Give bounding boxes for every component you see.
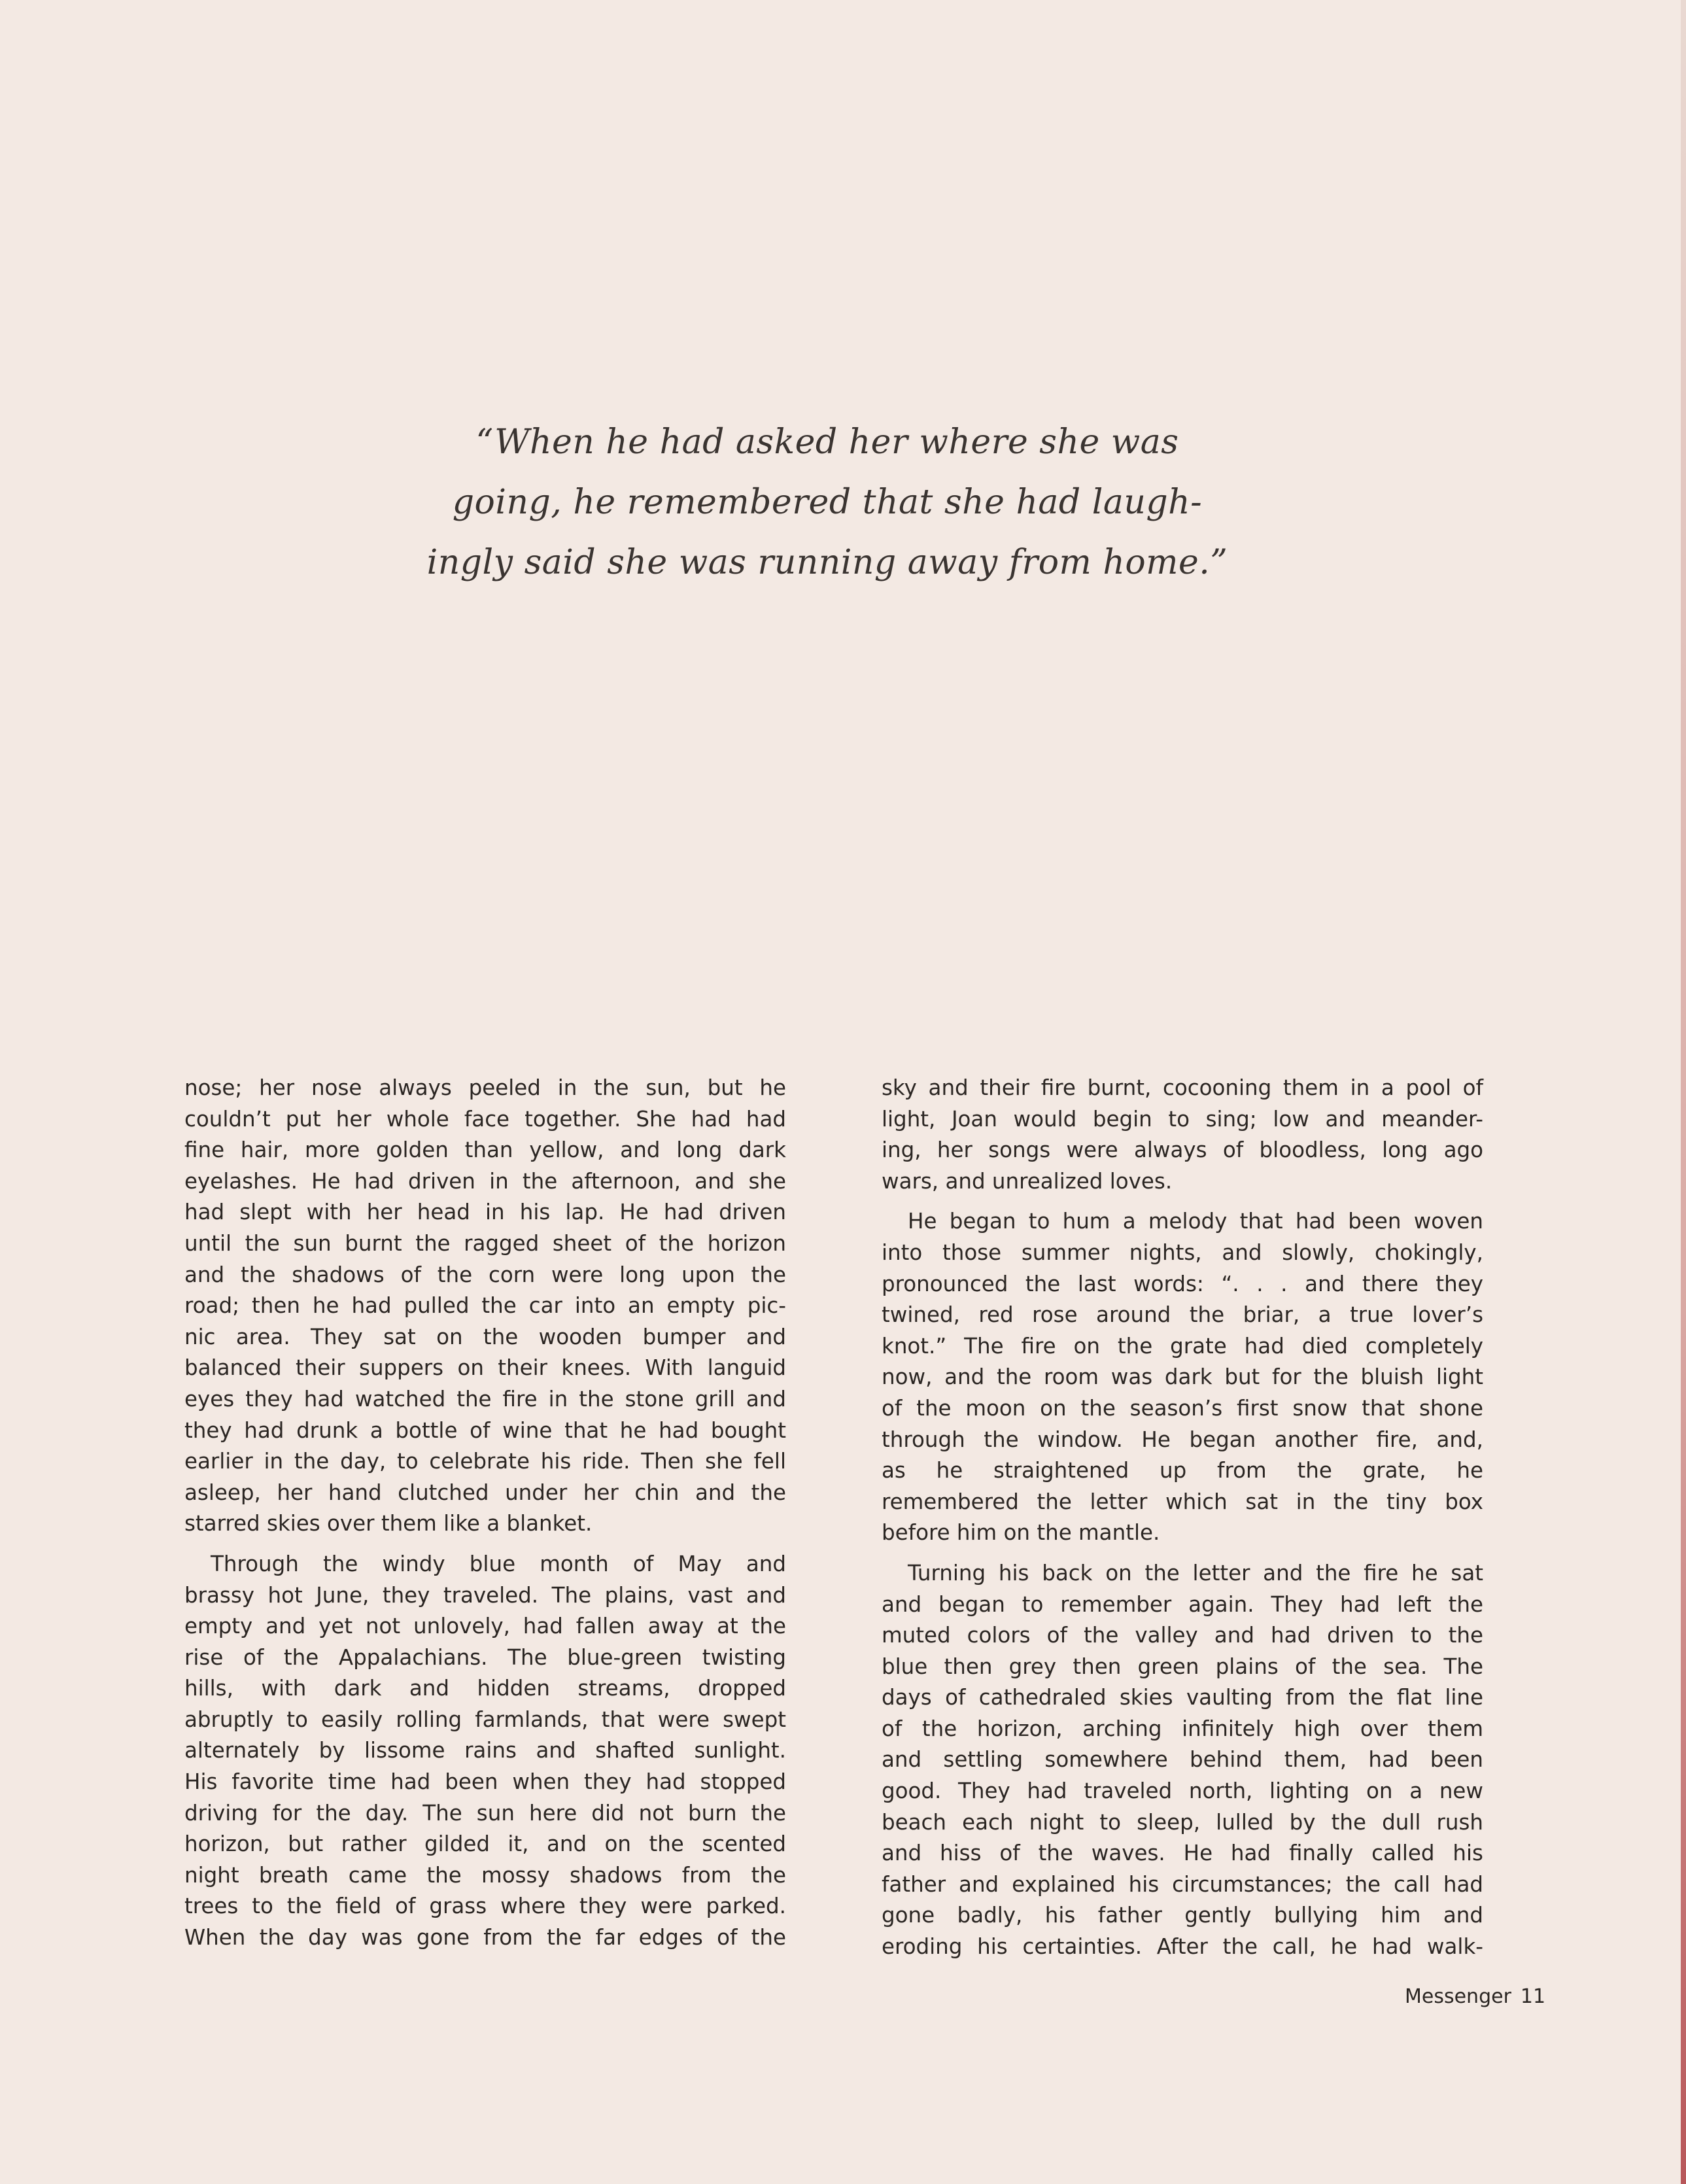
text-line: brassy hot June, they traveled. The plains, vast and [184,1582,786,1608]
page-edge [1681,0,1686,2184]
text-line: father and explained his circumstances; the call had [882,1871,1483,1897]
text-line: gone badly, his father gently bullying him and [882,1903,1483,1928]
text-line: days of cathedraled skies vaulting from the flat line [882,1685,1483,1710]
paragraph [184,1549,786,1954]
text-line: When the day was gone from the far edges of the [184,1925,786,1950]
text-line: muted colors of the valley and had driven to the [882,1623,1483,1648]
text-line: eroding his certainties. After the call, he had walk- [882,1934,1483,1960]
text-line: and settling somewhere behind them, had been [882,1747,1483,1773]
paragraph [882,1073,1483,1197]
left-column [184,1073,786,1954]
page-footer [1405,1985,1545,2008]
text-line: empty and yet not unlovely, had fallen away at the [184,1614,786,1639]
pull-quote-line: ingly said she was running away from home.” [426,543,1228,582]
text-line: Through the windy blue month of May and [211,1551,786,1576]
pull-quote-line: going, he remembered that she had laugh- [452,483,1203,522]
text-line: ing, her songs were always of bloodless, long ago [882,1137,1483,1163]
text-line: of the horizon, arching infinitely high over them [882,1716,1483,1741]
paragraph-gap [882,1549,1483,1558]
text-line: light, Joan would begin to sing; low and meander- [882,1106,1483,1132]
text-line: fine hair, more golden than yellow, and long dark [184,1137,786,1163]
text-line: sky and their fire burnt, cocooning them in a pool of [882,1075,1483,1100]
text-line: knot.” The fire on the grate had died completely [882,1333,1483,1359]
text-line: beach each night to sleep, lulled by the dull rush [882,1809,1483,1835]
text-line: nic area. They sat on the wooden bumper and [184,1324,786,1349]
text-line: had slept with her head in his lap. He had driven [184,1200,786,1225]
text-line: Turning his back on the letter and the fire he sat [908,1560,1483,1586]
paragraph-gap [882,1197,1483,1206]
text-line: asleep, her hand clutched under her chin and the [184,1480,786,1505]
text-line: horizon, but rather gilded it, and on the scented [184,1831,786,1857]
text-line: twined, red rose around the briar, a true lover’s [882,1302,1483,1328]
text-line: wars, and unrealized loves. [882,1168,1173,1194]
paragraph [882,1206,1483,1549]
text-line: His favorite time had been when they had stopped [184,1769,786,1795]
text-line: blue then grey then green plains of the sea. The [882,1654,1483,1679]
text-line: abruptly to easily rolling farmlands, that were swept [184,1707,786,1732]
text-line: now, and the room was dark but for the bluish light [882,1364,1483,1390]
text-line: couldn’t put her whole face together. She had had [184,1106,786,1132]
text-line: night breath came the mossy shadows from the [184,1862,786,1888]
pull-quote [196,412,1458,593]
text-line: eyes they had watched the fire in the stone grill and [184,1386,786,1412]
text-line: before him on the mantle. [882,1520,1160,1546]
text-line: through the window. He began another fire, and, [882,1427,1483,1452]
text-line: pronounced the last words: “. . . and there they [882,1271,1483,1296]
text-line: nose; her nose always peeled in the sun, but he [184,1075,786,1100]
publication-name: Messenger [1405,1985,1511,2008]
text-line: earlier in the day, to celebrate his ride. Then she fell [184,1449,786,1474]
paragraph-gap [184,1540,786,1549]
text-line: and began to remember again. They had left the [882,1591,1483,1617]
text-line: road; then he had pulled the car into an empty pic- [184,1293,786,1319]
text-line: trees to the field of grass where they were parked. [184,1894,786,1919]
text-line: alternately by lissome rains and shafted sunlight. [184,1738,786,1763]
page-number: 11 [1520,1985,1546,2008]
text-line: and the shadows of the corn were long upon the [184,1262,786,1287]
text-line: starred skies over them like a blanket. [184,1511,593,1536]
text-line: remembered the letter which sat in the tiny box [882,1489,1483,1514]
pull-quote-line: “When he had asked her where she was [475,423,1179,462]
text-line: driving for the day. The sun here did not burn the [184,1800,786,1826]
text-line: balanced their suppers on their knees. With languid [184,1355,786,1381]
text-line: eyelashes. He had driven in the afternoon, and she [184,1168,786,1194]
text-line: of the moon on the season’s first snow that shone [882,1395,1483,1421]
text-line: good. They had traveled north, lighting on a new [882,1778,1483,1804]
text-line: as he straightened up from the grate, he [882,1458,1483,1483]
text-line: into those summer nights, and slowly, chokingly, [882,1239,1483,1265]
text-line: hills, with dark and hidden streams, dropped [184,1676,786,1701]
text-line: rise of the Appalachians. The blue-green twisting [184,1644,786,1670]
text-line: and hiss of the waves. He had finally called his [882,1841,1483,1866]
paragraph [184,1073,786,1540]
text-line: they had drunk a bottle of wine that he had bought [184,1417,786,1443]
right-column [882,1073,1483,1963]
text-line: He began to hum a melody that had been woven [908,1209,1483,1234]
paragraph [882,1558,1483,1963]
text-line: until the sun burnt the ragged sheet of the horizon [184,1230,786,1256]
